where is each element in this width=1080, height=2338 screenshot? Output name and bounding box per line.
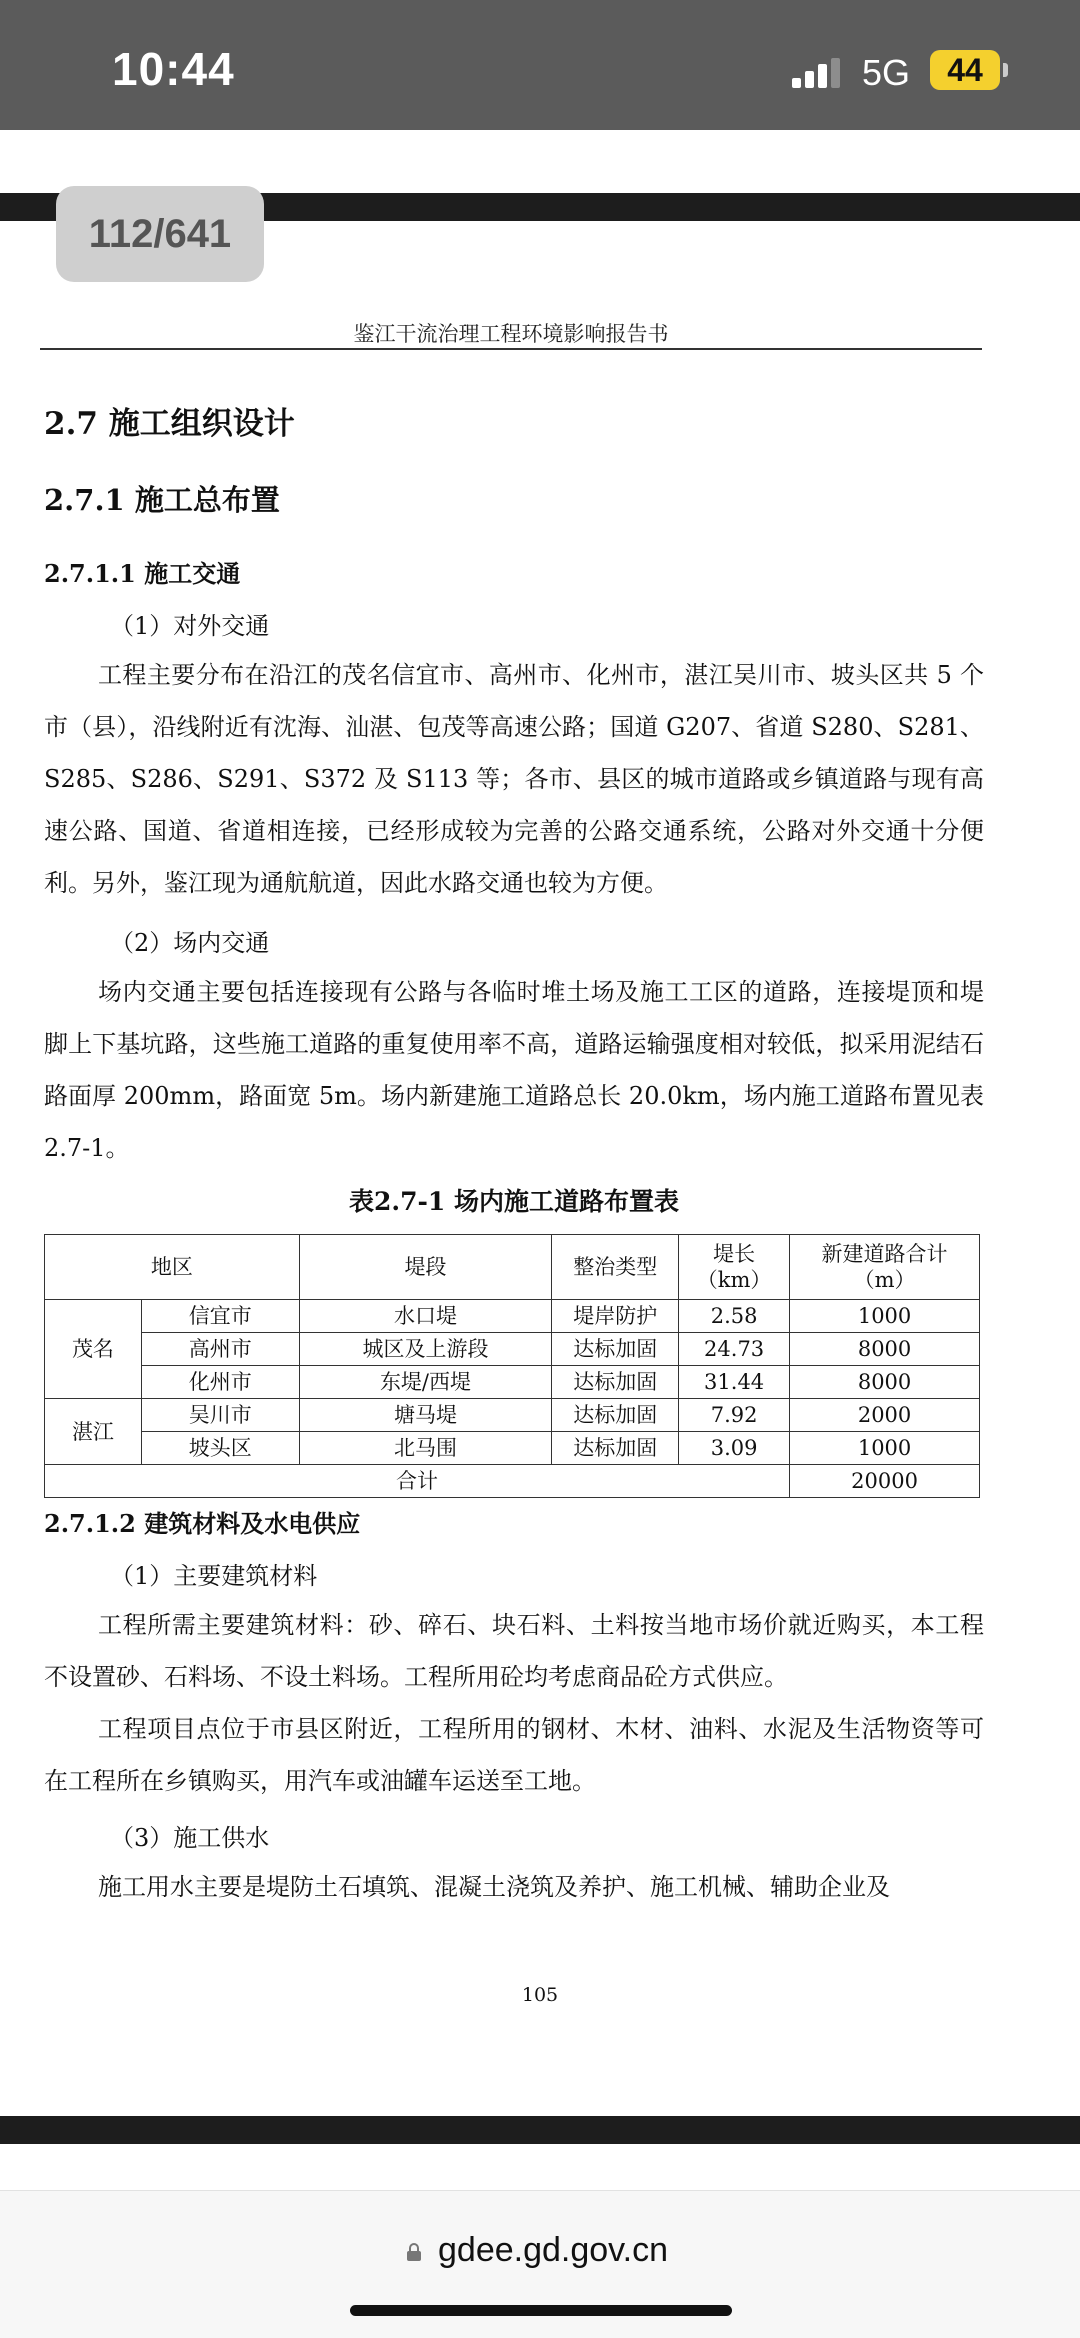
- paragraph-materials-2: 工程项目点位于市县区附近，工程所用的钢材、木材、油料、水泥及生活物资等可在工程所在乡镇购买，用汽车或油罐车运送至工地。: [44, 1715, 984, 1795]
- header-length: 堤长（km）: [679, 1235, 790, 1300]
- signal-icon: [792, 58, 844, 88]
- paragraph-materials-1: 工程所需主要建筑材料：砂、碎石、块石料、土料按当地市场价就近购买，本工程不设置砂、石料场、不设土料场。工程所用砼均考虑商品砼方式供应。: [44, 1611, 984, 1691]
- status-bar: [0, 0, 1080, 130]
- home-indicator[interactable]: [350, 2305, 732, 2316]
- table-row: [45, 1333, 980, 1366]
- total-label: 合计: [45, 1465, 790, 1498]
- table-caption-number: 表2.7-1: [349, 1187, 446, 1216]
- cell-road: 2000: [790, 1399, 980, 1432]
- battery-tip: [1003, 63, 1008, 77]
- cell-segment: 北马围: [299, 1432, 552, 1465]
- battery-icon: 44: [930, 50, 1000, 90]
- cell-road: 1000: [790, 1432, 980, 1465]
- cell-city: 高州市: [141, 1333, 299, 1366]
- subheading-materials: （1）主要建筑材料: [110, 1562, 318, 1590]
- cell-length: 7.92: [679, 1399, 790, 1432]
- header-region: 地区: [45, 1235, 300, 1300]
- paragraph-internal-traffic: 场内交通主要包括连接现有公路与各临时堆土场及施工工区的道路，连接堤顶和堤脚上下基坑路，这些施工道路的重复使用率不高，道路运输强度相对较低，拟采用泥结石路面厚 200mm，路面宽 5m。场内新建施工道路总长 20.0km，场内施工道路布置见表 2.7-1。: [44, 978, 984, 1162]
- document-bottom-divider: [0, 2116, 1080, 2144]
- status-time: 10:44: [112, 43, 235, 95]
- cell-segment: 塘马堤: [299, 1399, 552, 1432]
- paragraph-water: 施工用水主要是堤防土石填筑、混凝土浇筑及养护、施工机械、辅助企业及: [98, 1873, 890, 1901]
- road-layout-table: [44, 1234, 980, 1498]
- page-number: 105: [521, 1984, 559, 2006]
- subheading-water: （3）施工供水: [110, 1824, 270, 1852]
- table-row: [45, 1432, 980, 1465]
- header-road: 新建道路合计（m）: [790, 1235, 980, 1300]
- region-group-zhanjiang: 湛江: [45, 1399, 142, 1465]
- cell-city: 吴川市: [141, 1399, 299, 1432]
- cell-type: 堤岸防护: [552, 1300, 679, 1333]
- cell-city: 化州市: [141, 1366, 299, 1399]
- table-caption: [44, 1182, 984, 1218]
- cell-type: 达标加固: [552, 1366, 679, 1399]
- table-header-row: [45, 1235, 980, 1300]
- header-type: 整治类型: [552, 1235, 679, 1300]
- paragraph-external-traffic: 工程主要分布在沿江的茂名信宜市、高州市、化州市，湛江吴川市、坡头区共 5 个市（县），沿线附近有沈海、汕湛、包茂等高速公路；国道 G207、省道 S280、S281、S285、S286、S291、S372 及 S113 等；各市、县区的城市道路或乡镇道路与现有高速公路、国道、省道相连接，已经形成较为完善的公路交通系统，公路对外交通十分便利。另外，鉴江现为通航航道，因此水路交通也较为方便。: [44, 661, 984, 897]
- cell-length: 2.58: [679, 1300, 790, 1333]
- subheading-internal: （2）场内交通: [110, 929, 270, 957]
- cell-type: 达标加固: [552, 1399, 679, 1432]
- table-row: [45, 1300, 980, 1333]
- cell-length: 31.44: [679, 1366, 790, 1399]
- cell-length: 3.09: [679, 1432, 790, 1465]
- cell-segment: 水口堤: [299, 1300, 552, 1333]
- heading-traffic: 2.7.1.1 施工交通: [44, 559, 241, 588]
- running-header: 鉴江干流治理工程环境影响报告书: [353, 322, 669, 346]
- subheading-external: （1）对外交通: [110, 612, 270, 640]
- section-title: 2.7 施工组织设计: [44, 406, 295, 442]
- browser-address-bar[interactable]: [0, 2190, 1080, 2338]
- cell-length: 24.73: [679, 1333, 790, 1366]
- cell-road: 8000: [790, 1366, 980, 1399]
- cell-city: 信宜市: [141, 1300, 299, 1333]
- region-group-maoming: 茂名: [45, 1300, 142, 1399]
- cell-segment: 城区及上游段: [299, 1333, 552, 1366]
- cell-road: 8000: [790, 1333, 980, 1366]
- cell-city: 坡头区: [141, 1432, 299, 1465]
- table-row: [45, 1399, 980, 1432]
- table-caption-title: 场内施工道路布置表: [453, 1187, 679, 1216]
- lock-icon: [406, 2243, 422, 2261]
- page-counter-badge: 112/641: [56, 186, 264, 282]
- url-text[interactable]: gdee.gd.gov.cn: [438, 2231, 668, 2269]
- cell-type: 达标加固: [552, 1432, 679, 1465]
- table-total-row: [45, 1465, 980, 1498]
- total-value: 20000: [790, 1465, 980, 1498]
- cell-segment: 东堤/西堤: [299, 1366, 552, 1399]
- heading-materials: 2.7.1.2 建筑材料及水电供应: [44, 1509, 361, 1538]
- header-segment: 堤段: [299, 1235, 552, 1300]
- subsection-title: 2.7.1 施工总布置: [44, 483, 280, 517]
- table-row: [45, 1366, 980, 1399]
- header-rule: [40, 348, 982, 350]
- cell-type: 达标加固: [552, 1333, 679, 1366]
- network-label: 5G: [862, 52, 911, 93]
- cell-road: 1000: [790, 1300, 980, 1333]
